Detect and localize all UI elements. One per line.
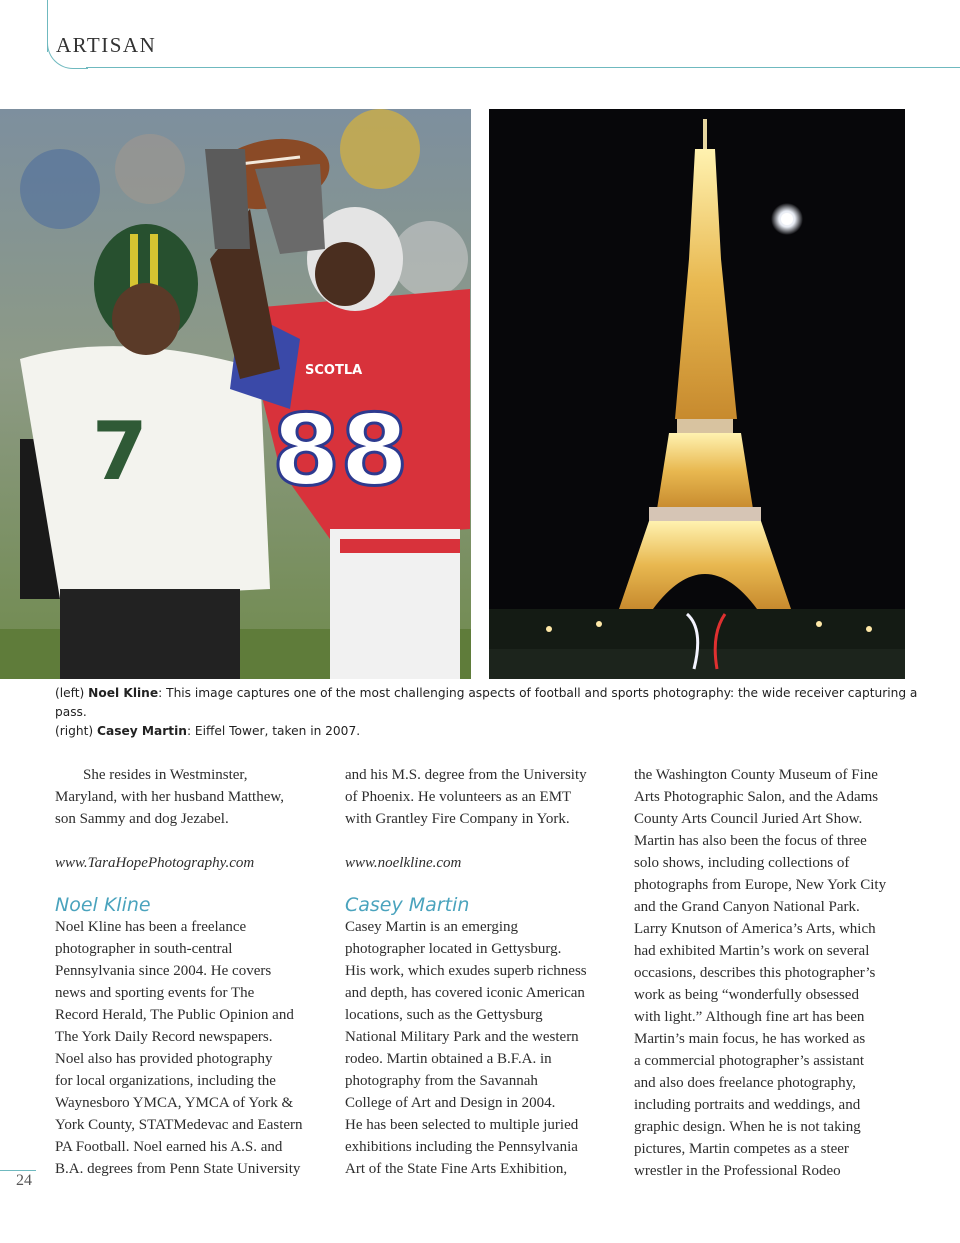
jersey-number-right: 88 — [272, 394, 409, 508]
body-line: pictures, Martin competes as a steer — [634, 1141, 849, 1157]
website-link[interactable]: www.TaraHopePhotography.com — [55, 855, 255, 871]
section-heading: Casey Martin — [345, 894, 470, 916]
body-line: for local organizations, including the — [55, 1073, 276, 1089]
body-line: with light.” Although fine art has been — [634, 1009, 865, 1025]
photo-caption — [55, 684, 935, 741]
body-line: He has been selected to multiple juried — [345, 1117, 579, 1133]
intro-line: son Sammy and dog Jezabel. — [55, 811, 229, 827]
body-line: and also does freelance photography, — [634, 1075, 856, 1091]
body-line: Noel Kline has been a freelance — [55, 919, 247, 935]
article-column-1 — [55, 764, 335, 1180]
body-line: occasions, describes this photographer’s — [634, 965, 876, 981]
website-link[interactable]: www.noelkline.com — [345, 855, 462, 871]
body-line: Casey Martin is an emerging — [345, 919, 519, 935]
body-line: Martin has also been the focus of three — [634, 833, 867, 849]
body-line: graphic design. When he is not taking — [634, 1119, 861, 1135]
article-column-3 — [634, 764, 919, 1182]
body-line: a commercial photographer’s assistant — [634, 1053, 865, 1069]
intro-line: of Phoenix. He volunteers as an EMT — [345, 789, 572, 805]
body-line: photography from the Savannah — [345, 1073, 538, 1089]
body-line: rodeo. Martin obtained a B.F.A. in — [345, 1051, 552, 1067]
section-title: ARTISAN — [56, 33, 157, 57]
body-line: York County, STATMedevac and Eastern — [55, 1117, 303, 1133]
body-line: and the Grand Canyon National Park. — [634, 899, 860, 915]
body-line: County Arts Council Juried Art Show. — [634, 811, 863, 827]
body-line: Pennsylvania since 2004. He covers — [55, 963, 272, 979]
body-line: news and sporting events for The — [55, 985, 255, 1001]
body-line: wrestler in the Professional Rodeo — [634, 1163, 841, 1179]
header-rule-horizontal — [86, 67, 960, 68]
body-line: Larry Knutson of America’s Arts, which — [634, 921, 876, 937]
body-line: solo shows, including collections of — [634, 855, 850, 871]
page-number-rule — [0, 1170, 36, 1171]
body-line: The York Daily Record newspapers. — [55, 1029, 273, 1045]
body-line: National Military Park and the western — [345, 1029, 579, 1045]
intro-line: She resides in Westminster, — [83, 767, 248, 783]
body-line: Art of the State Fine Arts Exhibition, — [345, 1161, 568, 1177]
football-photo — [0, 109, 471, 679]
body-line: Martin’s main focus, he has worked as — [634, 1031, 866, 1047]
body-line: exhibitions including the Pennsylvania — [345, 1139, 578, 1155]
section-heading: Noel Kline — [55, 894, 151, 916]
caption-right-text: : Eiffel Tower, taken in 2007. — [186, 724, 361, 738]
body-line: work as being “wonderfully obsessed — [634, 987, 859, 1003]
intro-line: and his M.S. degree from the University — [345, 767, 587, 783]
body-line: PA Football. Noel earned his A.S. and — [55, 1139, 283, 1155]
body-line: photographer located in Gettysburg. — [345, 941, 562, 957]
body-line: photographs from Europe, New York City — [634, 877, 887, 893]
body-line: had exhibited Martin’s work on several — [634, 943, 870, 959]
caption-right-name: Casey Martin — [97, 724, 187, 738]
body-line: the Washington County Museum of Fine — [634, 767, 878, 783]
body-line: College of Art and Design in 2004. — [345, 1095, 556, 1111]
eiffel-tower-photo — [489, 109, 905, 679]
jersey-text-right: SCOTLA — [305, 363, 363, 378]
body-line: Waynesboro YMCA, YMCA of York & — [55, 1095, 294, 1111]
body-line: Arts Photographic Salon, and the Adams — [634, 789, 879, 805]
jersey-number-left: 7 — [92, 405, 148, 498]
body-line: locations, such as the Gettysburg — [345, 1007, 543, 1023]
caption-left — [55, 684, 935, 722]
intro-line: with Grantley Fire Company in York. — [345, 811, 570, 827]
caption-left-prefix: (left) — [55, 686, 89, 700]
body-line: Record Herald, The Public Opinion and — [55, 1007, 294, 1023]
intro-line: Maryland, with her husband Matthew, — [55, 789, 284, 805]
caption-left-name: Noel Kline — [88, 686, 159, 700]
caption-left-text: : This image captures one of the most challenging aspects of football and sports photography: the wide receiver capturing a pass. — [55, 686, 918, 719]
body-line: and depth, has covered iconic American — [345, 985, 585, 1001]
body-line: His work, which exudes superb richness — [345, 963, 587, 979]
body-line: Noel also has provided photography — [55, 1051, 273, 1067]
body-line: photographer in south-central — [55, 941, 233, 957]
article-column-2 — [345, 764, 625, 1180]
caption-right-prefix: (right) — [55, 724, 98, 738]
page-number: 24 — [16, 1172, 32, 1189]
body-line: including portraits and weddings, and — [634, 1097, 861, 1113]
caption-right — [55, 722, 935, 741]
body-line: B.A. degrees from Penn State University — [55, 1161, 301, 1177]
